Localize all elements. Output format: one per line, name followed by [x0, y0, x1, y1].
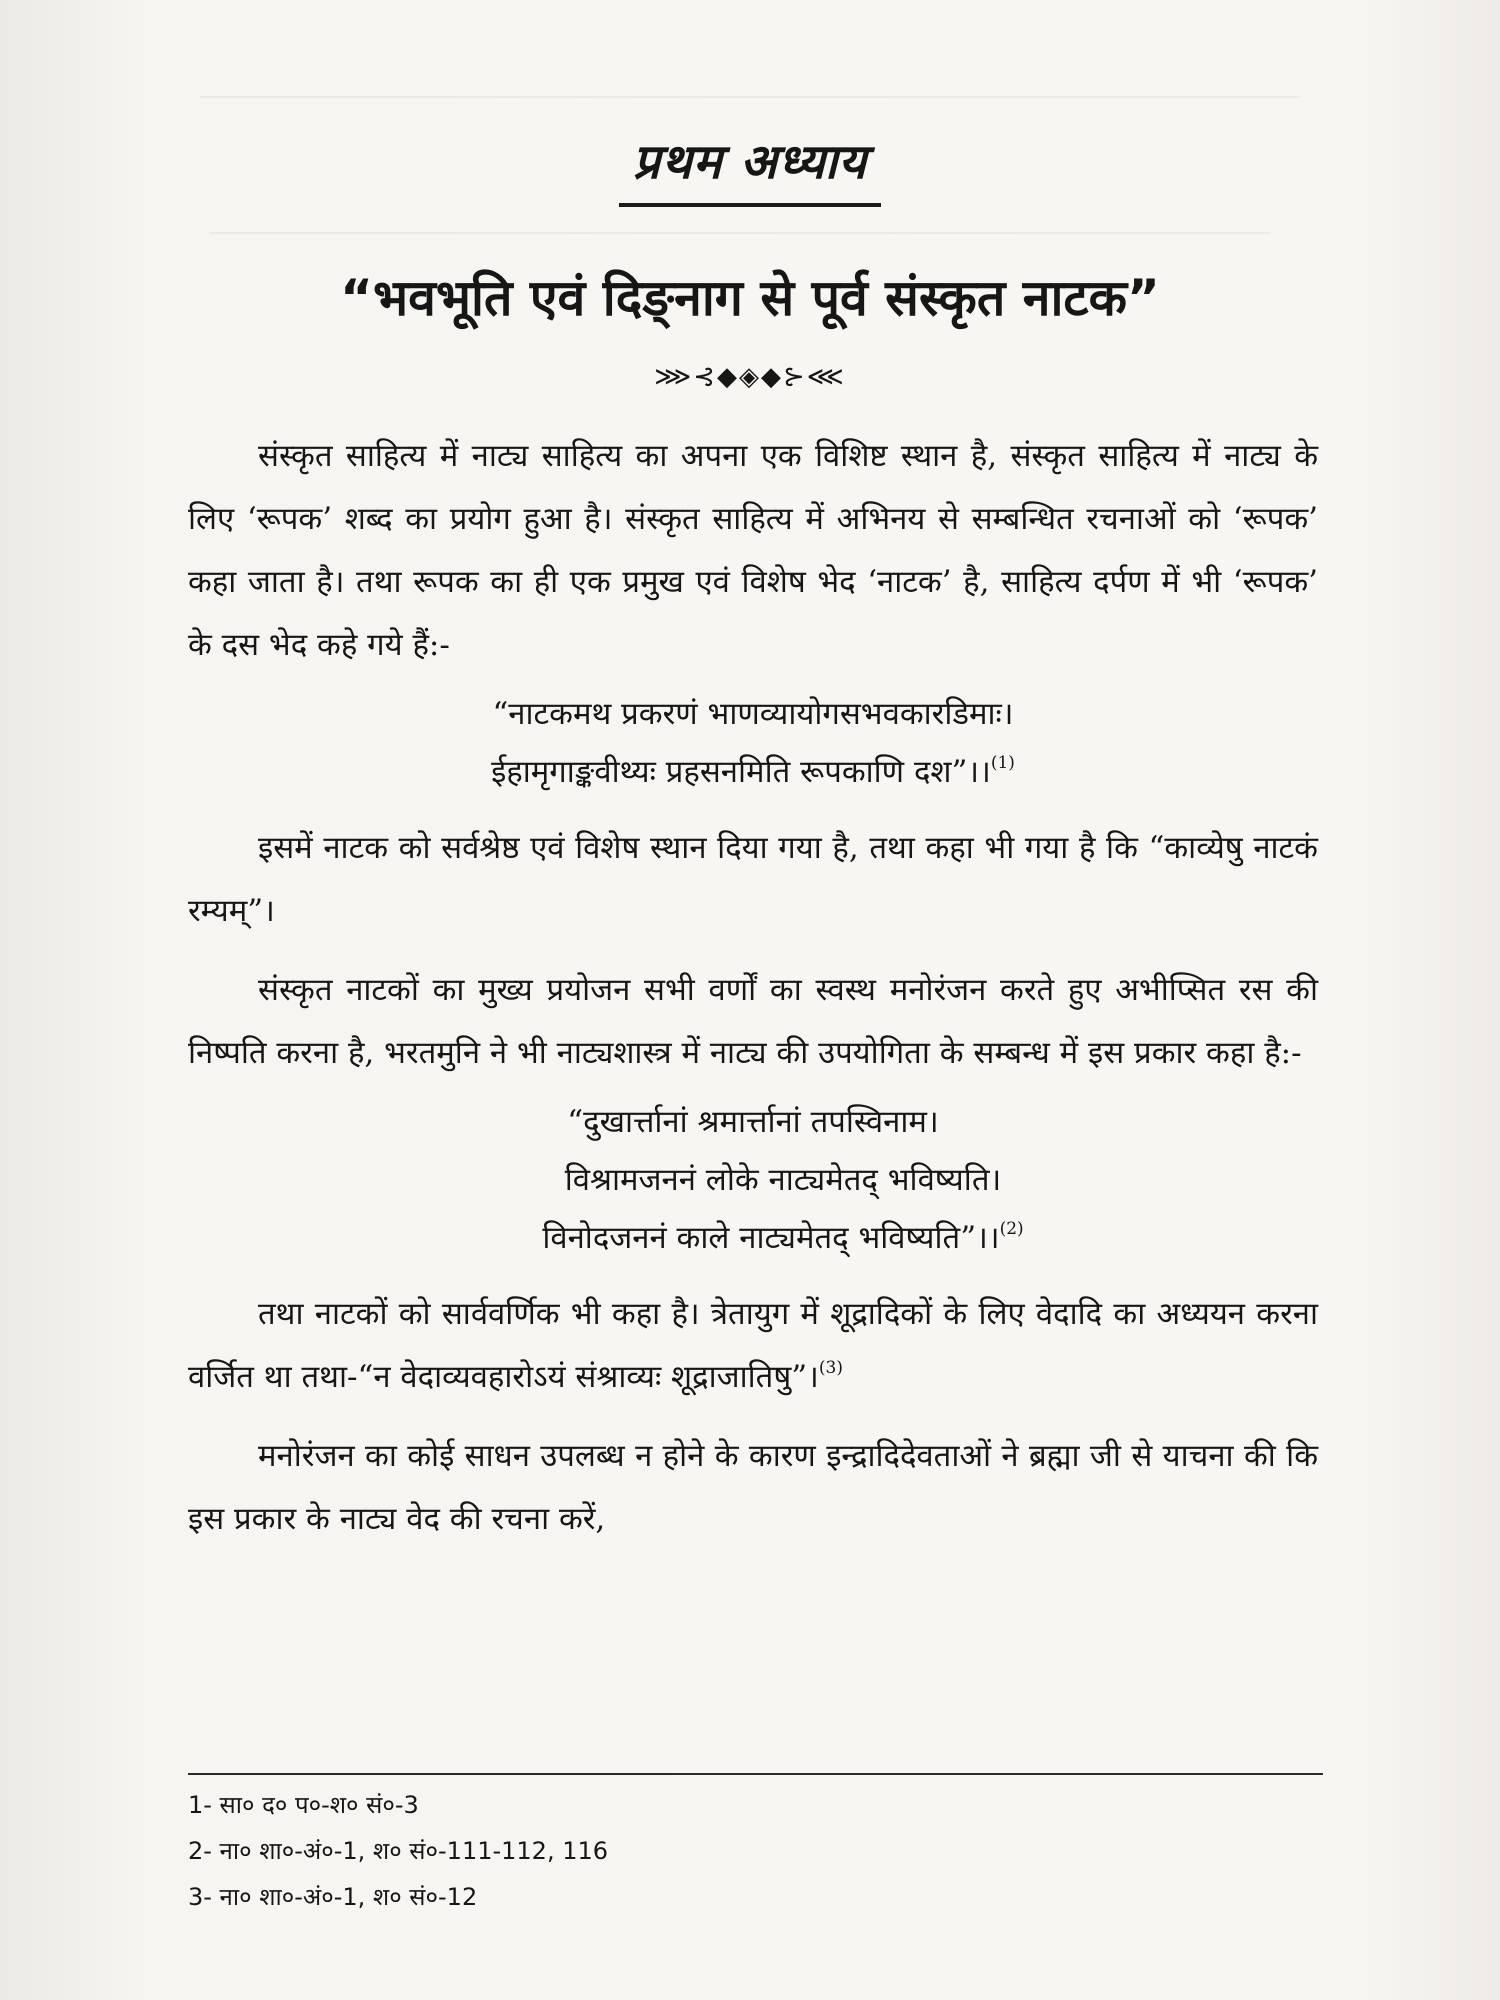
footnote-item: 2- ना० शा०-अं०-1, श० सं०-111-112, 116	[188, 1837, 609, 1865]
paragraph-1: संस्कृत साहित्य में नाट्य साहित्य का अपना एक विशिष्ट स्थान है, संस्कृत साहित्य में नाट्य के लिए ‘रूपक’ शब्द का प्रयोग हुआ है। संस्कृत साहित्य में अभिनय से सम्बन्धित रचनाओं को ‘रूपक’ कहा जाता है। तथा रूपक का ही एक प्रमुख एवं विशेष भेद ‘नाटक’ है, साहित्य दर्पण में भी ‘रूपक’ के दस भेद कहे गये हैं:-	[188, 438, 1318, 663]
paragraph-5: मनोरंजन का कोई साधन उपलब्ध न होने के कारण इन्द्रादिदेवताओं ने ब्रह्मा जी से याचना की कि इस प्रकार के नाट्य वेद की रचना करें,	[188, 1438, 1318, 1537]
footnotes	[188, 1782, 608, 1920]
paragraph-3: संस्कृत नाटकों का मुख्य प्रयोजन सभी वर्णों का स्वस्थ मनोरंजन करते हुए अभीप्सित रस की निष्पति करना है, भरतमुनि ने भी नाट्यशास्त्र में नाट्य की उपयोगिता के सम्बन्ध में इस प्रकार कहा है:-	[188, 972, 1318, 1071]
verse-block-2	[188, 1093, 1318, 1267]
verse-line-text: ईहामृगाङ्कवीथ्यः प्रहसनमिति रूपकाणि दश”।।	[491, 754, 991, 790]
verse-block-1	[188, 685, 1318, 801]
verse-line-text: विनोदजननं काले नाट्यमेतद् भविष्यति”।।	[542, 1220, 1000, 1256]
bleed-through-line	[200, 96, 1300, 98]
footnote-ref: (1)	[990, 753, 1015, 773]
bleed-through-line	[210, 232, 1270, 234]
body-text	[188, 425, 1318, 1551]
footnote-divider	[188, 1773, 1323, 1775]
footnote-item: 1- सा० द० प०-श० सं०-3	[188, 1791, 419, 1819]
paragraph-4-text: तथा नाटकों को सार्ववर्णिक भी कहा है। त्रेतायुग में शूद्रादिकों के लिए वेदादि का अध्ययन करना वर्जित था तथा-“न वेदाव्यवहारोऽयं संश्राव्यः शूद्राजातिषु”।	[188, 1296, 1318, 1395]
paragraph-4	[188, 1283, 1318, 1409]
chapter-heading	[0, 128, 1500, 207]
verse-line	[188, 1209, 1318, 1267]
chapter-heading-text: प्रथम अध्याय	[619, 128, 881, 207]
paragraph-2: इसमें नाटक को सर्वश्रेष्ठ एवं विशेष स्थान दिया गया है, तथा कहा भी गया है कि “काव्येषु नाटकं रम्यम्”।	[188, 830, 1318, 929]
verse-line: “दुखार्त्तानां श्रमार्त्तानां तपस्विनाम।	[567, 1104, 939, 1140]
ornament-divider: ⋙⊰◆◈◆⊱⋘	[654, 362, 846, 392]
footnote-ref: (3)	[818, 1358, 843, 1378]
footnote-item: 3- ना० शा०-अं०-1, श० सं०-12	[188, 1883, 478, 1911]
verse-line: विश्रामजननं लोके नाट्यमेतद् भविष्यति।	[564, 1162, 1002, 1198]
footnote-ref: (2)	[999, 1219, 1024, 1239]
verse-line: “नाटकमथ प्रकरणं भाणव्यायोगसभवकारडिमाः।	[492, 696, 1014, 732]
chapter-title: “भवभूति एवं दिङ्नाग से पूर्व संस्कृत नाटक”	[340, 269, 1160, 327]
verse-line	[188, 743, 1318, 801]
